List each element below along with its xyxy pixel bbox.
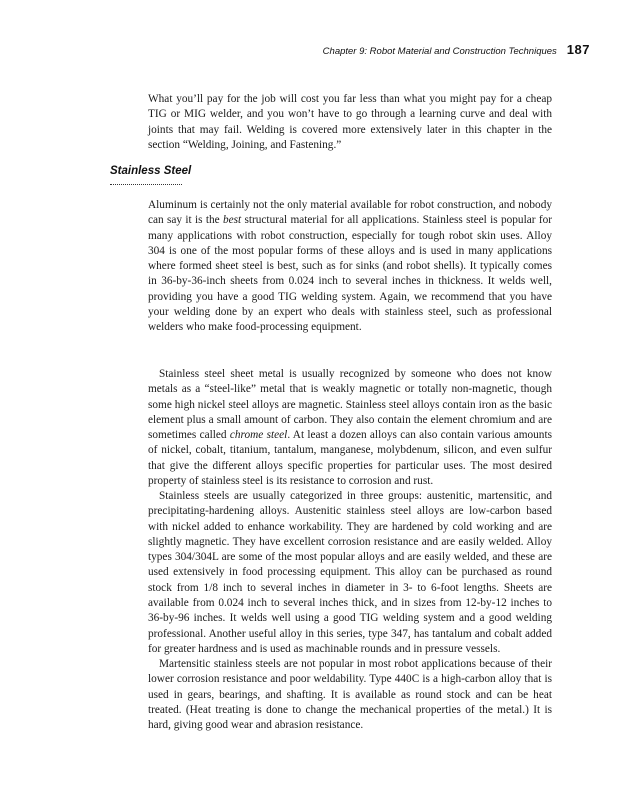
running-header — [323, 42, 590, 57]
body-paragraph-4: Martensitic stainless steels are not popular in most robot applications because of their lower corrosion resistance and poor weldability. Type 440C is a high-carbon alloy that is used in gears, bearings, and shafting. It is available as round stock and can be heat treated. (Heat treating is done to change the mechanical properties of the metal.) It is hard, giving good wear and abrasion resistance. — [148, 658, 552, 732]
paragraph-1-text-b: structural material for all applications. Stainless steel is popular for many applications with robot construction, especially for tough robot skin uses. Alloy 304 is one of the most popular forms of these alloys and is used in many applications where formed sheet steel is best, such as for sinks (and robot shells). It typically comes in 36-by-36-inch sheets from 0.024 inch to several inches in thickness. It welds well, providing you have a good TIG welding system. Again, we recommend that you have your welding done by an expert who deals with stainless steel, such as professional welders who make food-processing equipment. — [148, 214, 552, 334]
section-heading-rule — [110, 184, 182, 185]
body-paragraph-1 — [148, 198, 552, 336]
body-paragraph-2 — [148, 367, 552, 489]
paragraph-2-text-a: Stainless steel sheet metal is usually recognized by someone who does not know metals as a “steel-like” metal that is weakly magnetic or totally non-magnetic, though some high nickel steel alloys are magnetic. Stainless steel alloys contain iron as the basic element plus a small amount of carbon. They also contain the element chromium and are sometimes called — [148, 368, 552, 442]
paragraph-2-text-b: . At least a dozen alloys can also contain various amounts of nickel, cobalt, titanium, tantalum, manganese, molybdenum, silicon, and even sulfur that give the different alloys specific properties for particular uses. The most desired property of stainless steel is its resistance to corrosion and rust. — [148, 429, 552, 488]
running-title: Chapter 9: Robot Material and Construction Techniques — [322, 46, 557, 57]
paragraph-1-emphasis: best — [222, 214, 242, 227]
body-paragraph-3: Stainless steels are usually categorized in three groups: austenitic, martensitic, and precipitating-hardening alloys. Austenitic stainless steel alloys are low-carbon based with nickel added to enhance workability. They are hardened by cold working and are slightly magnetic. They have excellent corrosion resistance and are easily welded. Alloy types 304/304L are some of the most popular alloys and are easily welded, and these are used extensively in food processing equipment. This alloy can be purchased as round stock from 1/8 inch to several inches in diameter in 3- to 6-foot lengths. Sheets are available from 0.024 inch to several inches thick, and in sizes from 12-by-12 inches to 36-by-96 inches. It welds well using a good TIG welding system and a good welding professional. Another useful alloy in this series, type 347, has tantalum and cobalt added for greater hardness and is used as machinable rounds and in pressure vessels. — [148, 490, 552, 655]
paragraph-1-text-a: Aluminum is certainly not the only material available for robot construction, and nobody can say it is the — [148, 199, 552, 227]
section-heading: Stainless Steel — [110, 165, 192, 177]
intro-paragraph: What you’ll pay for the job will cost you far less than what you might pay for a cheap TIG or MIG welder, and you won’t have to go through a learning curve and deal with joints that may fail. Welding is covered more extensively later in this chapter in the section “Welding, Joining, and Fastening.” — [148, 93, 552, 151]
page-number: 187 — [566, 42, 590, 57]
paragraph-2-emphasis: chrome steel — [229, 429, 288, 442]
